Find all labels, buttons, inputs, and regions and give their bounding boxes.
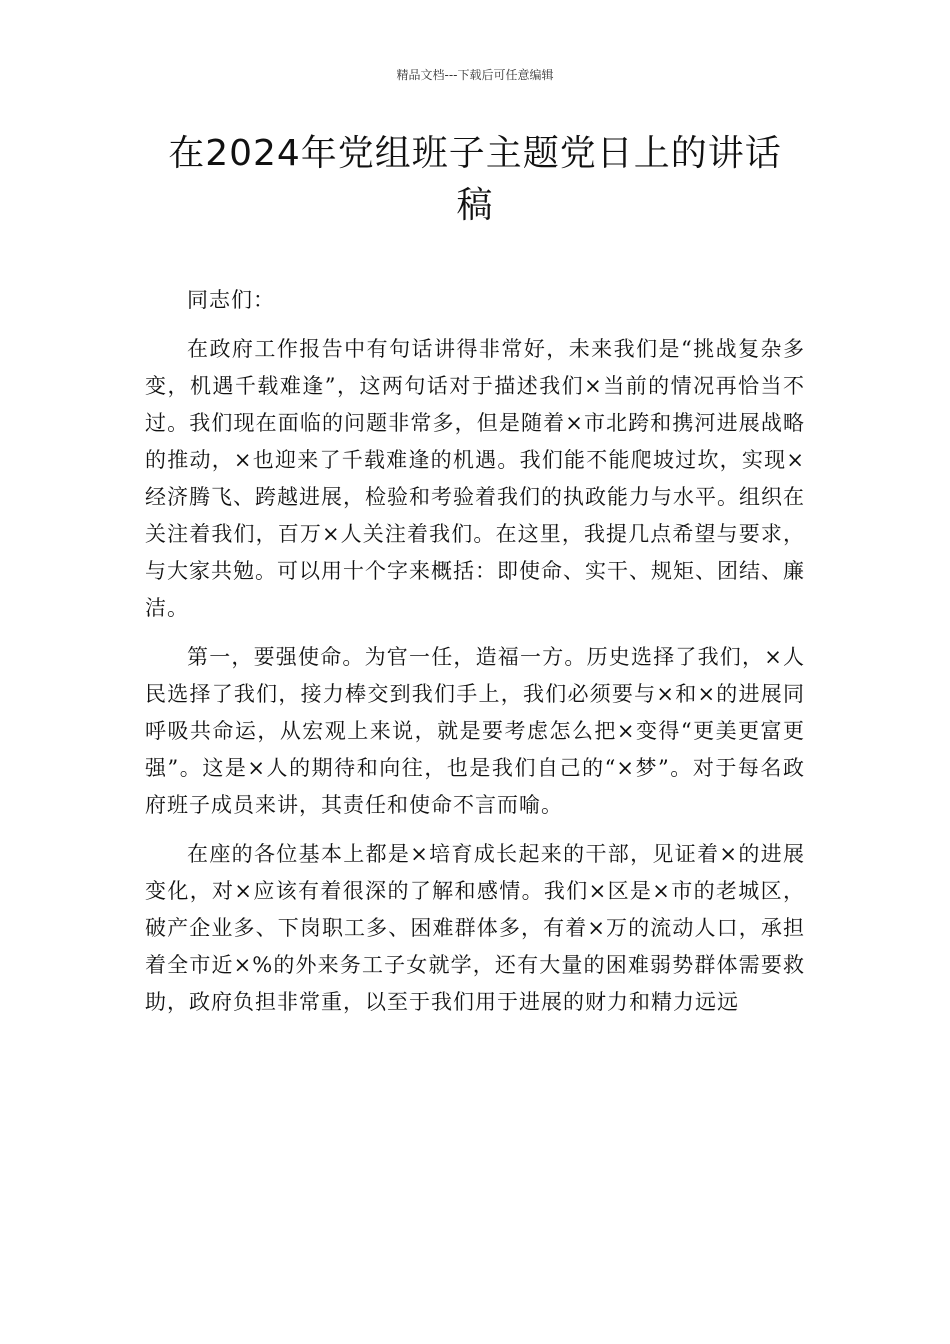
paragraph-intro: 在政府工作报告中有句话讲得非常好，未来我们是“挑战复杂多变，机遇千载难逢”，这两句话对于描述我们×当前的情况再恰当不过。我们现在面临的问题非常多，但是随着×市北跨和携河进展战略的推动，×也迎来了千载难逢的机遇。我们能不能爬坡过坎，实现×经济腾飞、跨越进展，检验和考验着我们的执政能力与水平。组织在关注着我们，百万×人关注着我们。在这里，我提几点希望与要求，与大家共勉。可以用十个字来概括：即使命、实干、规矩、团结、廉洁。 [145,337,805,620]
paragraph-mission: 第一，要强使命。为官一任，造福一方。历史选择了我们，×人民选择了我们，接力棒交到我们手上，我们必须要与×和×的进展同呼吸共命运，从宏观上来说，就是要考虑怎么把×变得“更美更富更强”。这是×人的期待和向往，也是我们自己的“×梦”。对于每名政府班子成员来讲，其责任和使命不言而喻。 [145,645,805,817]
page-header-note: 精品文档---下载后可任意编辑 [396,68,554,82]
paragraph-background: 在座的各位基本上都是×培育成长起来的干部，见证着×的进展变化，对×应该有着很深的了解和感情。我们×区是×市的老城区，破产企业多、下岗职工多、困难群体多，有着×万的流动人口，承担着全市近×%的外来务工子女就学，还有大量的困难弱势群体需要救助，政府负担非常重，以至于我们用于进展的财力和精力远远 [145,842,805,1014]
document-body [145,282,805,1033]
greeting: 同志们： [187,288,275,312]
document-title: 在2024年党组班子主题党日上的讲话稿 [168,133,782,226]
